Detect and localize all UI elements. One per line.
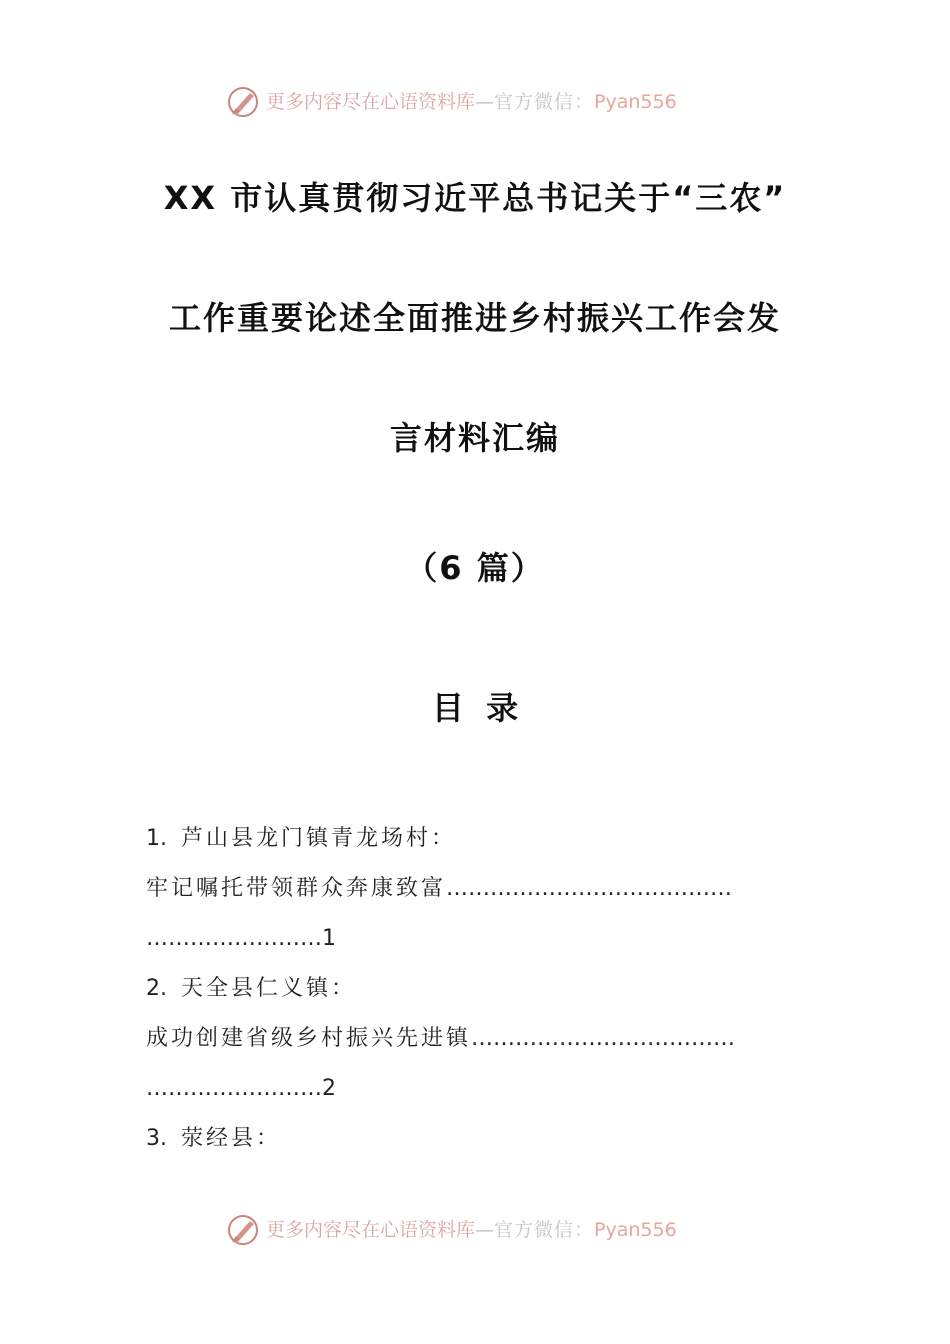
toc-item-2-leader: ……………………………… (471, 1026, 736, 1051)
watermark-footer (0, 1210, 950, 1250)
watermark-text (266, 90, 677, 114)
toc-item-1-place: 芦山县龙门镇青龙场村： (181, 826, 457, 851)
toc-item-1-subtitle-line[interactable] (146, 874, 732, 904)
toc-item-3-place-line[interactable] (146, 1124, 281, 1154)
toc-item-2-subtitle: 成功创建省级乡村振兴先进镇 (146, 1026, 472, 1051)
watermark-id: Pyan556 (594, 91, 677, 113)
article-count: （6 篇） (405, 549, 545, 587)
title-line-1: XX 市认真贯彻习近平总书记关于“三农” (163, 179, 787, 217)
watermark-sep: — (475, 91, 495, 113)
watermark-header (0, 82, 950, 122)
title-line-2: 工作重要论述全面推进乡村振兴工作会发 (168, 299, 781, 337)
watermark-label: 官方微信： (494, 1219, 595, 1241)
watermark-label: 官方微信： (494, 91, 595, 113)
toc-heading (0, 688, 950, 728)
toc-item-2-number: 2. (146, 976, 167, 1001)
toc-item-1-leader: ………………………………… (446, 876, 733, 901)
pen-logo-icon (226, 84, 262, 120)
toc-item-2-place-line[interactable] (146, 974, 356, 1004)
pen-logo-icon (226, 1212, 262, 1248)
title-line-3: 言材料汇编 (389, 419, 560, 457)
watermark-main: 更多内容尽在心语资料库 (266, 91, 476, 113)
toc-heading-text: 目 录 (431, 689, 519, 727)
toc-item-2-subtitle-line[interactable] (146, 1024, 735, 1054)
toc-item-2-place: 天全县仁义镇： (181, 976, 357, 1001)
toc-item-1-leader-cont: …………………… (146, 926, 322, 951)
watermark-id: Pyan556 (594, 1219, 677, 1241)
toc-item-3-place: 荥经县： (181, 1126, 282, 1151)
toc-item-1-number: 1. (146, 826, 167, 851)
toc-item-2-page-line[interactable] (146, 1074, 339, 1104)
toc-item-1-subtitle: 牢记嘱托带领群众奔康致富 (146, 876, 447, 901)
watermark-sep: — (475, 1219, 495, 1241)
toc-item-1-page-line[interactable] (146, 924, 339, 954)
toc-item-2-page: 2 (322, 1076, 339, 1101)
toc-item-2-leader-cont: …………………… (146, 1076, 322, 1101)
toc-item-3-number: 3. (146, 1126, 167, 1151)
watermark-text (266, 1218, 677, 1242)
toc-item-1-place-line[interactable] (146, 824, 456, 854)
toc-item-1-page: 1 (322, 926, 339, 951)
watermark-main: 更多内容尽在心语资料库 (266, 1219, 476, 1241)
